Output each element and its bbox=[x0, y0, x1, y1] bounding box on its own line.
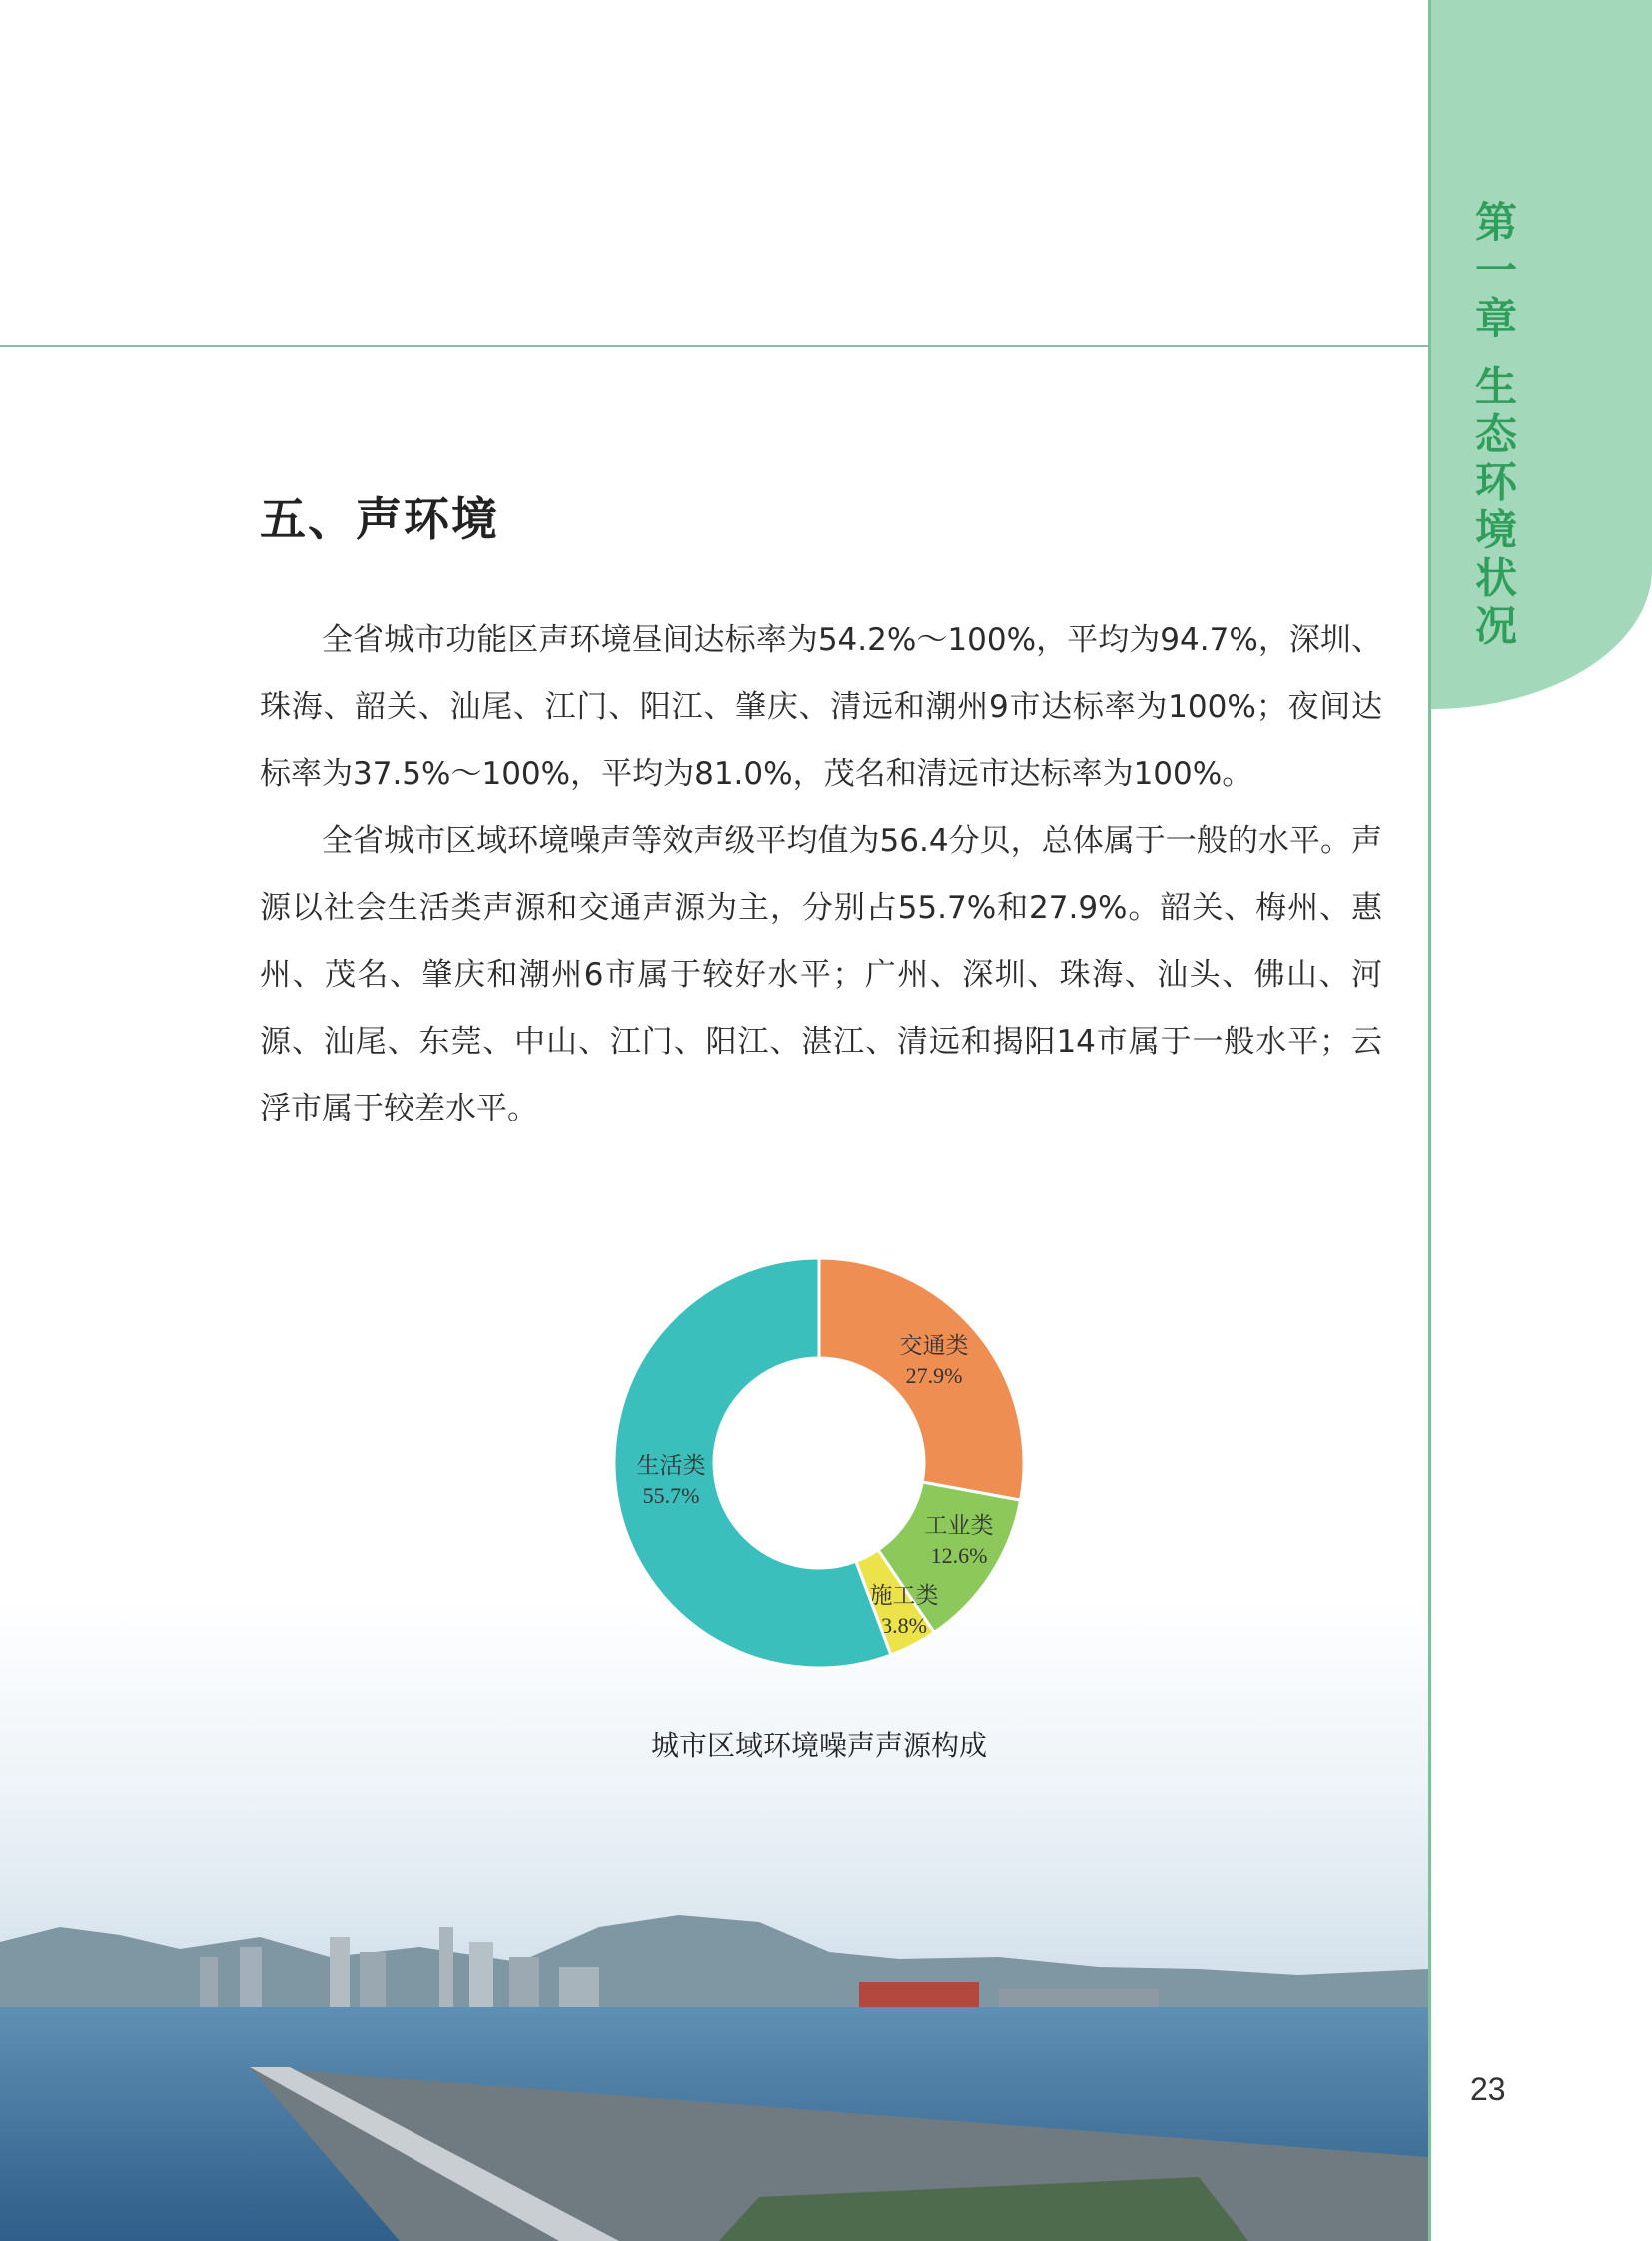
donut-label-0: 交通类 bbox=[899, 1333, 969, 1359]
paragraph-1: 全省城市功能区声环境昼间达标率为54.2%～100%，平均为94.7%，深圳、珠海、韶关、汕尾、江门、阳江、肇庆、清远和潮州9市达标率为100%；夜间达标率为37.5%～100%，平均为81.0%，茂名和清远市达标率为100%。 bbox=[260, 622, 1382, 792]
donut-label-1: 工业类 bbox=[924, 1513, 994, 1539]
section-title: 五、声环境 bbox=[260, 492, 499, 546]
donut-value-label-2: 3.8% bbox=[881, 1613, 927, 1638]
donut-label-2: 施工类 bbox=[869, 1583, 939, 1609]
chapter-title: 第一章 生态环境状况 bbox=[1469, 200, 1518, 652]
donut-value-label-3: 55.7% bbox=[642, 1483, 700, 1508]
right-vertical-rule bbox=[1428, 0, 1431, 2241]
paragraph-2: 全省城市区域环境噪声等效声级平均值为56.4分贝，总体属于一般的水平。声源以社会生活类声源和交通声源为主，分别占55.7%和27.9%。韶关、梅州、惠州、茂名、肇庆和潮州6市属于较好水平；广州、深圳、珠海、汕头、佛山、河源、汕尾、东莞、中山、江门、阳江、湛江、清远和揭阳14市属于一般水平；云浮市属于较差水平。 bbox=[260, 823, 1382, 1126]
chart-caption: 城市区域环境噪声声源构成 bbox=[650, 1729, 987, 1762]
noise-source-donut-chart bbox=[559, 1228, 1079, 1698]
page-number: 23 bbox=[1470, 2071, 1506, 2107]
donut-label-3: 生活类 bbox=[636, 1453, 706, 1479]
header-divider bbox=[0, 345, 1428, 347]
chapter-tab bbox=[1431, 0, 1652, 709]
donut-value-label-0: 27.9% bbox=[905, 1363, 963, 1388]
body-text bbox=[260, 607, 1382, 1142]
donut-value-label-1: 12.6% bbox=[930, 1543, 988, 1568]
